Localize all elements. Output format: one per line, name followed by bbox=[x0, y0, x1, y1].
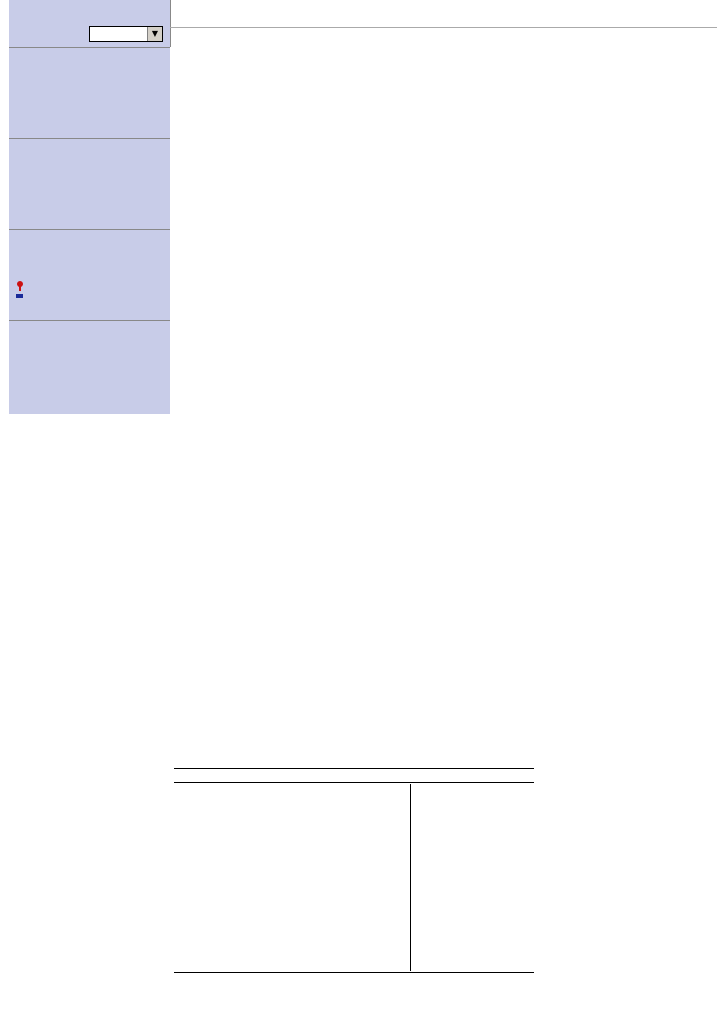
interpretation-divider bbox=[410, 784, 411, 971]
report-top-rule bbox=[174, 768, 534, 769]
cpap-charts bbox=[0, 0, 717, 415]
oximetry-charts bbox=[0, 415, 717, 745]
comments-rule bbox=[174, 782, 534, 783]
chevron-down-icon[interactable]: ▼ bbox=[147, 27, 162, 41]
recording-line bbox=[174, 756, 187, 767]
report-bottom-rule bbox=[174, 972, 534, 973]
report bbox=[174, 756, 536, 976]
